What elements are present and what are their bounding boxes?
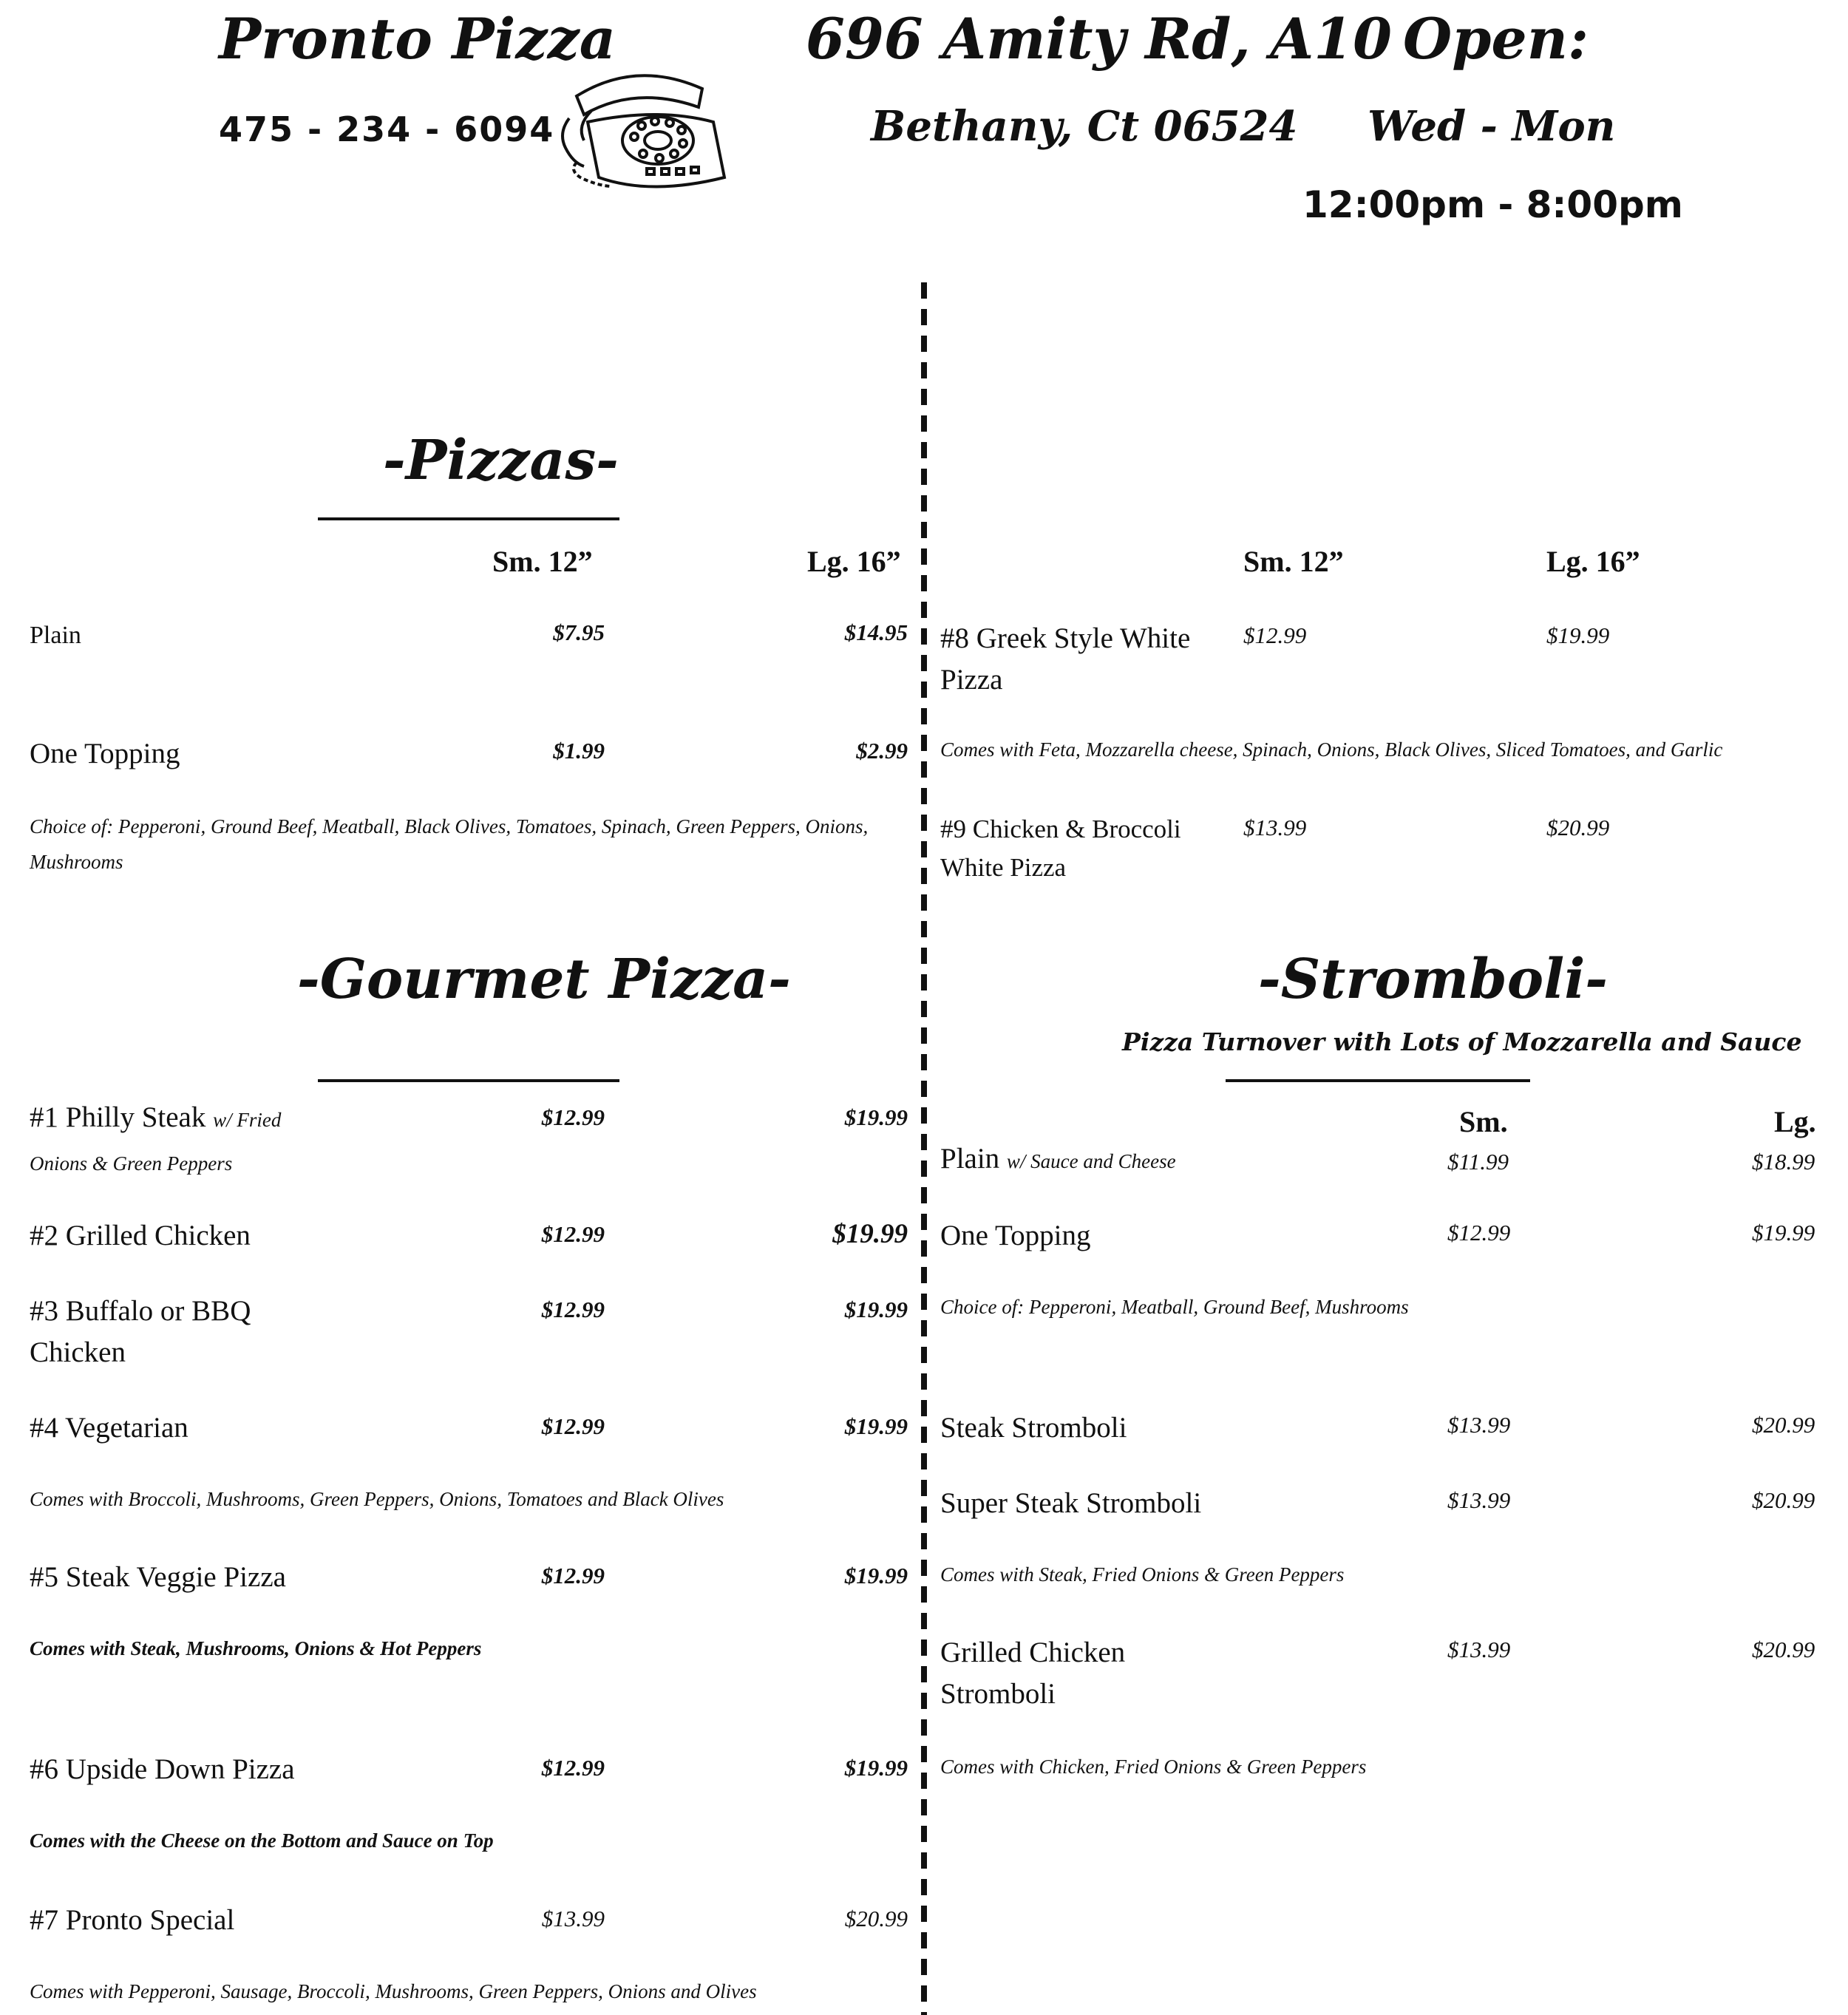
price-large: $19.99 <box>844 1413 908 1439</box>
column-header-small: Sm. <box>1459 1105 1508 1138</box>
item-description: Comes with Steak, Fried Onions & Green Peppers <box>940 1563 1345 1586</box>
item-description: Comes with Steak, Mushrooms, Onions & Hot Peppers <box>30 1637 482 1659</box>
menu-item-name: One Topping <box>30 738 180 769</box>
menu-item-name: #8 Greek Style White Pizza <box>940 622 1191 696</box>
price-small: $12.99 <box>1243 622 1307 648</box>
price-small: $13.99 <box>1243 815 1307 840</box>
menu-item-name: #2 Grilled Chicken <box>30 1220 251 1251</box>
item-description: Comes with Broccoli, Mushrooms, Green Peppers, Onions, Tomatoes and Black Olives <box>30 1488 724 1510</box>
menu-item-name: #7 Pronto Special <box>30 1904 235 1936</box>
menu-item-name: Plain w/ Sauce and Cheese <box>940 1143 1176 1175</box>
price-large: $20.99 <box>844 1906 908 1931</box>
menu-item-name: Super Steak Stromboli <box>940 1487 1202 1519</box>
price-large: $19.99 <box>844 1563 908 1588</box>
menu-item-name: #3 Buffalo or BBQ Chicken <box>30 1295 251 1368</box>
section-title-gourmet: -Gourmet Pizza- <box>297 948 791 1011</box>
column-header-small: Sm. 12” <box>492 545 593 578</box>
section-title-pizzas: -Pizzas- <box>383 429 619 492</box>
price-small: $13.99 <box>541 1906 605 1931</box>
price-large: $20.99 <box>1546 815 1610 840</box>
menu-item-name: #1 Philly Steak w/ Fried Onions & Green Peppers <box>30 1101 282 1175</box>
price-small: $13.99 <box>1447 1412 1511 1438</box>
price-large: $18.99 <box>1752 1149 1815 1175</box>
price-small: $12.99 <box>1447 1220 1511 1246</box>
price-small: $12.99 <box>541 1104 605 1130</box>
restaurant-name: Pronto Pizza <box>219 6 616 72</box>
section-rule <box>1226 1079 1530 1082</box>
price-large: $20.99 <box>1752 1412 1815 1438</box>
column-header-large: Lg. <box>1774 1105 1816 1138</box>
column-header-small: Sm. 12” <box>1243 545 1344 578</box>
price-large: $19.99 <box>844 1104 908 1130</box>
menu-item-name: One Topping <box>940 1220 1091 1251</box>
address-line-2: Bethany, Ct 06524 <box>871 102 1298 151</box>
price-small: $12.99 <box>541 1297 605 1322</box>
rotary-telephone-icon <box>547 67 739 200</box>
price-large: $19.99 <box>1546 622 1610 648</box>
price-large: $20.99 <box>1752 1637 1815 1662</box>
price-small: $12.99 <box>541 1413 605 1439</box>
section-rule <box>318 1079 619 1082</box>
menu-item-name: #6 Upside Down Pizza <box>30 1753 295 1785</box>
menu-item-name: #5 Steak Veggie Pizza <box>30 1561 286 1593</box>
section-title-stromboli: -Stromboli- <box>1258 948 1608 1011</box>
section-subtitle: Pizza Turnover with Lots of Mozzarella and Sauce <box>1122 1027 1802 1056</box>
price-small: $1.99 <box>553 738 605 764</box>
column-divider <box>921 282 927 2015</box>
address-line-1: 696 Amity Rd, A10 <box>806 6 1393 72</box>
price-large: $19.99 <box>1752 1220 1815 1246</box>
price-small: $12.99 <box>541 1221 605 1247</box>
price-small: $12.99 <box>541 1563 605 1588</box>
open-days: Wed - Mon <box>1368 102 1616 151</box>
item-description: Comes with Feta, Mozzarella cheese, Spinach, Onions, Black Olives, Sliced Tomatoes, and Garlic <box>940 738 1723 761</box>
toppings-note: Choice of: Pepperoni, Ground Beef, Meatball, Black Olives, Tomatoes, Spinach, Green Peppers, Onions, Mushrooms <box>30 815 869 873</box>
item-description: Choice of: Pepperoni, Meatball, Ground Beef, Mushrooms <box>940 1296 1409 1318</box>
price-small: $13.99 <box>1447 1637 1511 1662</box>
open-label: Open: <box>1403 6 1589 72</box>
column-header-large: Lg. 16” <box>1546 545 1640 578</box>
price-small: $13.99 <box>1447 1487 1511 1513</box>
price-large: $19.99 <box>844 1297 908 1322</box>
price-large: $14.95 <box>844 619 908 645</box>
price-large: $2.99 <box>856 738 908 764</box>
open-hours: 12:00pm - 8:00pm <box>1302 183 1683 226</box>
price-large: $19.99 <box>844 1755 908 1781</box>
column-header-large: Lg. 16” <box>807 545 901 578</box>
menu-item-name: Grilled Chicken Stromboli <box>940 1637 1126 1710</box>
price-small: $7.95 <box>553 619 605 645</box>
section-rule <box>318 517 619 520</box>
item-description: Comes with the Cheese on the Bottom and Sauce on Top <box>30 1829 494 1852</box>
price-small: $12.99 <box>541 1755 605 1781</box>
menu-item-name: Steak Stromboli <box>940 1412 1127 1444</box>
price-small: $11.99 <box>1447 1149 1509 1175</box>
menu-item-name: #9 Chicken & Broccoli White Pizza <box>940 815 1181 882</box>
item-description: Comes with Chicken, Fried Onions & Green Peppers <box>940 1756 1367 1778</box>
phone-number[interactable]: 475 - 234 - 6094 <box>219 109 555 149</box>
menu-item-name: #4 Vegetarian <box>30 1412 188 1444</box>
menu-item-name: Plain <box>30 622 81 649</box>
price-large: $19.99 <box>832 1219 908 1249</box>
item-description: Comes with Pepperoni, Sausage, Broccoli, Mushrooms, Green Peppers, Onions and Olives <box>30 1980 757 2002</box>
price-large: $20.99 <box>1752 1487 1815 1513</box>
